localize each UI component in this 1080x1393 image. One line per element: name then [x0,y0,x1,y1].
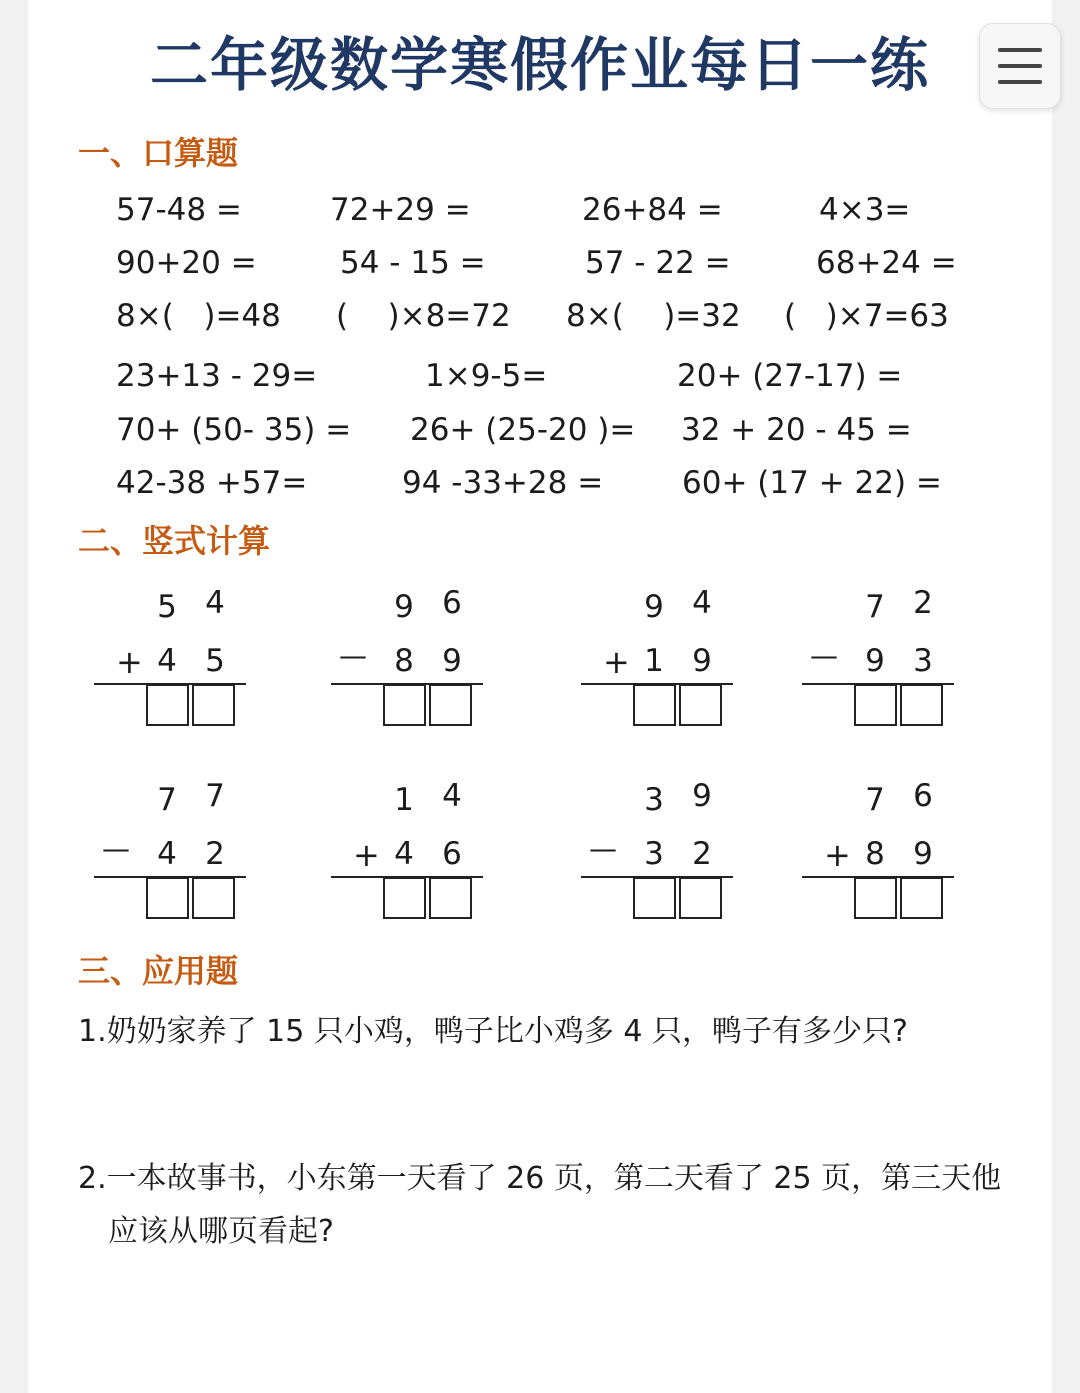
oral-equation: 57 - 22 = [585,245,731,281]
top-digit: 3 [644,782,664,818]
vertical-problem [94,585,264,755]
top-digit: 7 [205,778,225,814]
top-digit: 6 [442,585,462,621]
oral-equation: 72+29 = [330,192,471,228]
top-digit: 5 [157,589,177,625]
word-problem-2-line2: 应该从哪页看起? [108,1214,334,1249]
answer-box[interactable] [633,877,676,919]
top-digit: 9 [394,589,414,625]
top-digit: 1 [394,782,414,818]
bottom-digit: 8 [394,643,414,679]
word-problem-2-line1: 2.一本故事书，小东第一天看了 26 页，第二天看了 25 页，第三天他 [78,1161,1002,1196]
vertical-problem [331,778,501,948]
vertical-problem [802,778,972,948]
menu-button[interactable] [979,23,1061,109]
bottom-digit: 9 [913,836,933,872]
minus-operator: — [339,639,367,672]
word-problem-1: 1.奶奶家养了 15 只小鸡，鸭子比小鸡多 4 只，鸭子有多少只? [78,1014,908,1049]
section-oral-heading: 一、口算题 [78,134,239,172]
top-digit: 9 [692,778,712,814]
vertical-problem [94,778,264,948]
oral-equation: 70+ (50- 35) = [116,412,352,448]
oral-equation: 1×9-5= [425,358,548,394]
answer-box[interactable] [429,877,472,919]
bottom-digit: 2 [205,836,225,872]
top-digit: 9 [644,589,664,625]
plus-operator: + [353,836,380,874]
hamburger-menu-icon [998,46,1042,86]
bottom-digit: 3 [913,643,933,679]
answer-box[interactable] [383,877,426,919]
bottom-digit: 6 [442,836,462,872]
oral-equation: 26+ (25-20 )= [410,412,636,448]
answer-box[interactable] [633,684,676,726]
vertical-problem [802,585,972,755]
oral-equation: 8×( )=48 [116,298,281,334]
bottom-digit: 4 [157,643,177,679]
oral-equation: 23+13 - 29= [116,358,318,394]
oral-equation: 20+ (27-17) = [677,358,903,394]
oral-equation: 4×3= [819,192,911,228]
answer-box[interactable] [679,877,722,919]
oral-equation: 26+84 = [582,192,723,228]
oral-equation: 94 -33+28 = [402,465,604,501]
section-vertical-heading: 二、竖式计算 [78,522,271,560]
answer-box[interactable] [192,877,235,919]
minus-operator: — [810,639,838,672]
answer-box[interactable] [854,684,897,726]
oral-equation: 54 - 15 = [340,245,486,281]
minus-operator: — [102,832,130,865]
oral-equation: 57-48 = [116,192,242,228]
answer-box[interactable] [900,684,943,726]
answer-box[interactable] [146,877,189,919]
answer-box[interactable] [679,684,722,726]
answer-box[interactable] [146,684,189,726]
answer-box[interactable] [383,684,426,726]
top-digit: 6 [913,778,933,814]
answer-box[interactable] [854,877,897,919]
answer-box[interactable] [900,877,943,919]
minus-operator: — [589,832,617,865]
page-title: 二年级数学寒假作业每日一练 [149,31,930,99]
vertical-problem [581,778,751,948]
top-digit: 7 [865,589,885,625]
top-digit: 7 [865,782,885,818]
bottom-digit: 8 [865,836,885,872]
oral-equation: 90+20 = [116,245,257,281]
bottom-digit: 4 [157,836,177,872]
oral-equation: ( )×7=63 [784,298,949,334]
top-digit: 4 [442,778,462,814]
vertical-problem [331,585,501,755]
top-digit: 4 [205,585,225,621]
answer-box[interactable] [192,684,235,726]
bottom-digit: 5 [205,643,225,679]
plus-operator: + [824,836,851,874]
oral-equation: ( )×8=72 [336,298,511,334]
top-digit: 2 [913,585,933,621]
oral-equation: 42-38 +57= [116,465,308,501]
plus-operator: + [116,643,143,681]
oral-equation: 32 + 20 - 45 = [681,412,912,448]
answer-box[interactable] [429,684,472,726]
bottom-digit: 4 [394,836,414,872]
bottom-digit: 2 [692,836,712,872]
bottom-digit: 9 [865,643,885,679]
bottom-digit: 9 [442,643,462,679]
bottom-digit: 1 [644,643,664,679]
oral-equation: 60+ (17 + 22) = [682,465,942,501]
top-digit: 4 [692,585,712,621]
plus-operator: + [603,643,630,681]
vertical-problem [581,585,751,755]
bottom-digit: 9 [692,643,712,679]
oral-equation: 8×( )=32 [566,298,741,334]
section-word-heading: 三、应用题 [78,952,239,990]
oral-equation: 68+24 = [816,245,957,281]
top-digit: 7 [157,782,177,818]
bottom-digit: 3 [644,836,664,872]
